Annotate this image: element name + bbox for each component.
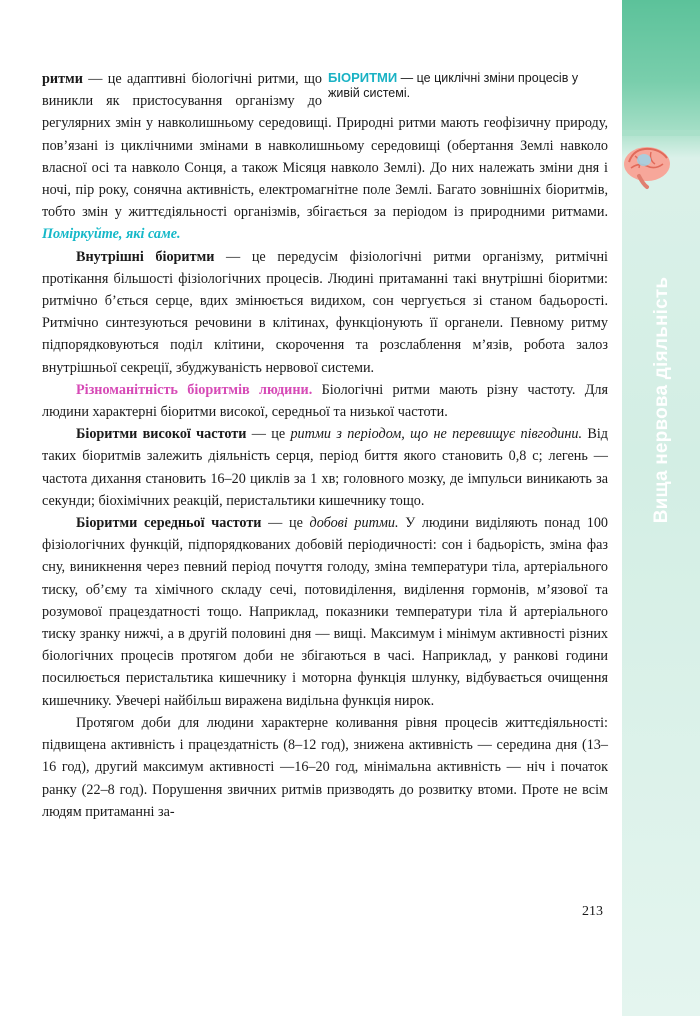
paragraph-diversity	[42, 379, 608, 423]
paragraph-text: Біологічні ритми мають різну частоту. Для людини характерні біоритми високої, середньої та низької частоти.	[42, 381, 608, 421]
term-rhythms: ритми	[42, 71, 83, 87]
dash-text: — це	[261, 515, 310, 532]
dash-text: — це	[246, 426, 291, 443]
paragraph-text: Протягом доби для людини характерне коливання рівня процесів життєдіяльності: підвищена активність і працездатність (8–12 год), знижена активність — середина дня (13–16 год), другий максимум активності —16–20 год, мінімальна активність — ніч і початок ранку (22–8 год). Порушення звичних ритмів призводять до розвитку втоми. Проте не всім людям притаманні за-	[42, 714, 608, 820]
section-heading: Різноманітність біоритмів людини.	[76, 381, 313, 398]
paragraph-text: — це передусім фізіологічні ритми організму, ритмічні протікання більшості фізіологічних процесів. Людині притаманні такі внутрішні біоритми: ритмічно б’ється серце, вдих змінюється видихом, сон чергується зі станом бадьорості. Ритмічно синтезуються речовини в клітинах, функціонують її органели. Певному ритму підпорядковуються поділ клітини, скорочення та розслаблення м’язів, робота залоз внутрішньої секреції, збуджуваність нервової системи.	[42, 248, 608, 376]
main-text-column	[42, 68, 608, 823]
term-medium-frequency: Біоритми середньої частоти	[76, 515, 262, 532]
paragraph-internal-biorhythms	[42, 246, 608, 379]
term-internal-biorhythms: Внутрішні біоритми	[76, 248, 215, 265]
chapter-label: Вища нервова діяльність	[651, 276, 672, 524]
definition-italic: ритми з періодом, що не перевищує півгодини.	[290, 426, 583, 443]
margin-note-biorhythms	[328, 68, 608, 101]
paragraph-daily-activity	[42, 712, 608, 823]
brain-icon	[617, 140, 673, 190]
paragraph-text: — це адаптивні біологічні ритми, що виникли як пристосування організму до регулярних змін у навколишньому середовищі. Природні ритми мають геофізичну природу, пов’язані із циклічними змінами в навколишньому середовищі (обертання Землі навколо власної осі та навколо Сонця, а також Місяця навколо Землі). До них належать зміни дня і ночі, пір року, сонячна активність, електромагнітне поле Землі. Багато зовнішніх біоритмів, тобто змін у життєдіяльності організмів, збігається за періодом із природними ритмами.	[42, 71, 608, 221]
page-number: 213	[582, 904, 603, 919]
margin-note-text: — це циклічні зміни процесів у живій системі.	[328, 71, 579, 100]
sidebar-band-top	[622, 0, 700, 136]
paragraph-text: Від таких біоритмів залежить діяльність серця, період биття якого становить 0,8 с; легень — частота дихання становить 16–20 циклів за 1 хв; головного мозку, де імпульси виникають за секунди; біохімічних реакцій, перистальтики кишечнику тощо.	[42, 426, 609, 509]
paragraph-medium-frequency	[42, 512, 608, 712]
paragraph-natural-rhythms	[42, 68, 608, 246]
task-prompt: Поміркуйте, які саме.	[42, 226, 181, 243]
term-high-frequency: Біоритми високої частоти	[76, 426, 247, 443]
definition-italic: добові ритми.	[309, 515, 399, 532]
paragraph-high-frequency	[42, 423, 608, 512]
paragraph-text: У людини виділяють понад 100 фізіологічних функцій, підпорядкованих добовій періодичності: сон і бадьорість, зміна фаз сну, виникнення через певний період почуття голоду, зміна температури тіла, артеріального тиску, об’єму та хімічного складу сечі, потовиділення, виділення гормонів, м’язової та розумової працездатності тощо. Наприклад, показники температури тіла й артеріального тиску зранку нижчі, а в другій половині дня — вищі. Максимум і мінімум активності різних біологічних процесів протягом доби не збігаються в часі. Наприклад, у ранкові години посилюється перистальтика кишечнику і моторна функція шлунку, відбувається очищення кишечнику. Увечері найбільш виражена видільна функція нирок.	[42, 515, 609, 709]
margin-note-term: БІОРИТМИ	[328, 70, 398, 85]
